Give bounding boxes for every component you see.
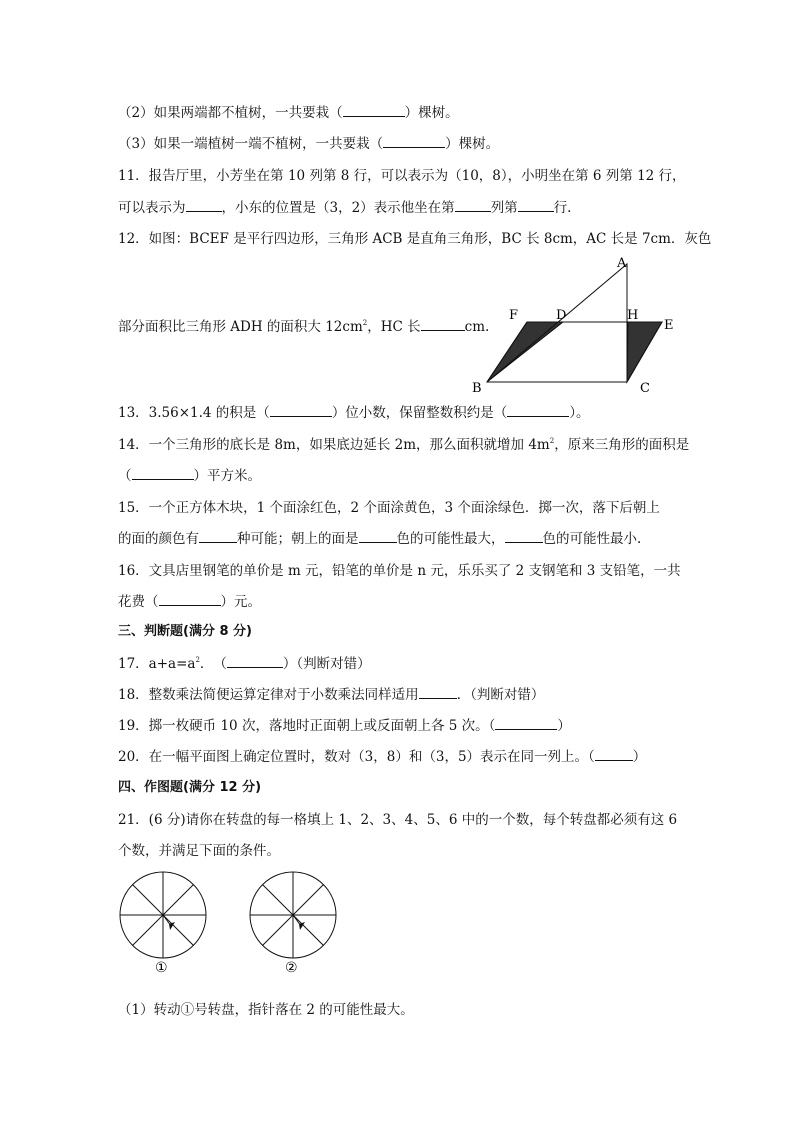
q21-condition-1: （1）转动①号转盘，指针落在 2 的可能性最大。 — [118, 1002, 414, 1018]
q20: 20．在一幅平面图上确定位置时，数对（3，8）和（3，5）表示在同一列上。（ ） — [118, 749, 647, 765]
section-heading-drawing: 四、作图题(满分 12 分) — [118, 780, 262, 795]
answer-blank[interactable] — [505, 530, 543, 543]
q19: 19．掷一枚硬币 10 次，落地时正面朝上或反面朝上各 5 次。（ ） — [118, 718, 571, 734]
answer-blank[interactable] — [455, 199, 491, 212]
label-b: B — [472, 381, 482, 396]
label-h: H — [627, 308, 639, 323]
answer-blank[interactable] — [419, 686, 457, 699]
q11-line1: 11．报告厅里，小芳坐在第 10 列第 8 行，可以表示为（10，8），小明坐在第 6 列第 12 行， — [118, 168, 686, 184]
answer-blank[interactable] — [518, 199, 554, 212]
q13: 13．3.56×1.4 的积是（ ）位小数，保留整数积约是（ ）。 — [118, 405, 590, 421]
section-heading-judgement: 三、判断题(满分 8 分) — [118, 624, 252, 639]
answer-blank[interactable] — [595, 748, 633, 761]
q18: 18．整数乘法简便运算定律对于小数乘法同样适用 ．（判断对错） — [118, 687, 545, 703]
q16-line2: 花费（ ）元。 — [118, 594, 261, 610]
label-f: F — [509, 308, 519, 323]
answer-blank[interactable] — [159, 593, 221, 606]
answer-blank[interactable] — [421, 318, 465, 331]
label-e: E — [664, 318, 674, 333]
q14-line1: 14．一个三角形的底长是 8m，如果底边延长 2m，那么面积就增加 $4m^2$，原来三角形的面积是 — [118, 437, 690, 453]
answer-blank[interactable] — [383, 135, 445, 148]
q21-line1: 21．(6 分)请你在转盘的每一格填上 1、2、3、4、5、6 中的一个数，每个转盘都必须有这 6 — [118, 812, 678, 828]
q15-line1: 15．一个正方体木块，1 个面涂红色，2 个面涂黄色，3 个面涂绿色．掷一次，落下后朝上 — [118, 500, 660, 516]
answer-blank[interactable] — [199, 530, 237, 543]
label-d: D — [556, 308, 567, 323]
answer-blank[interactable] — [186, 199, 222, 212]
q10-part3: （3）如果一端植树一端不植树，一共要栽（ ）棵树。 — [118, 136, 500, 152]
spinner-1 — [118, 868, 212, 978]
label-c: C — [640, 381, 650, 396]
q17: 17．$a+a=a^2$． （ ）（判断对错） — [118, 656, 371, 672]
spinner-label: ① — [155, 960, 168, 976]
answer-blank[interactable] — [270, 404, 332, 417]
q11-line2: 可以表示为 ，小东的位置是（3，2）表示他坐在第 列第 行. — [118, 200, 572, 216]
q15-line2: 的面的颜色有 种可能；朝上的面是 色的可能性最大， 色的可能性最小. — [118, 531, 642, 547]
triangle-acb — [487, 264, 627, 382]
q14-line2: （ ）平方米。 — [118, 468, 261, 484]
q12-line2: 部分面积比三角形 ADH 的面积大 $12cm^2$，HC 长 cm. — [118, 319, 490, 335]
q12-line1: 12．如图：BCEF 是平行四边形，三角形 ACB 是直角三角形，BC 长 8cm，AC 长是 7cm．灰色 — [118, 231, 712, 247]
q21-line2: 个数，并满足下面的条件。 — [118, 843, 280, 859]
q16-line1: 16．文具店里钢笔的单价是 m 元，铅笔的单价是 n 元，乐乐买了 2 支钢笔和 3 支铅笔，一共 — [118, 563, 681, 579]
spinner-2 — [248, 868, 342, 978]
answer-blank[interactable] — [495, 717, 557, 730]
answer-blank[interactable] — [132, 467, 194, 480]
label-a: A — [617, 256, 627, 271]
answer-blank[interactable] — [227, 655, 283, 668]
answer-blank[interactable] — [359, 530, 397, 543]
answer-blank[interactable] — [507, 404, 569, 417]
q10-part2: （2）如果两端都不植树，一共要栽（ ）棵树。 — [118, 105, 459, 121]
spinner-label: ② — [285, 960, 298, 976]
answer-blank[interactable] — [343, 104, 405, 117]
parallelogram-figure — [465, 250, 695, 400]
